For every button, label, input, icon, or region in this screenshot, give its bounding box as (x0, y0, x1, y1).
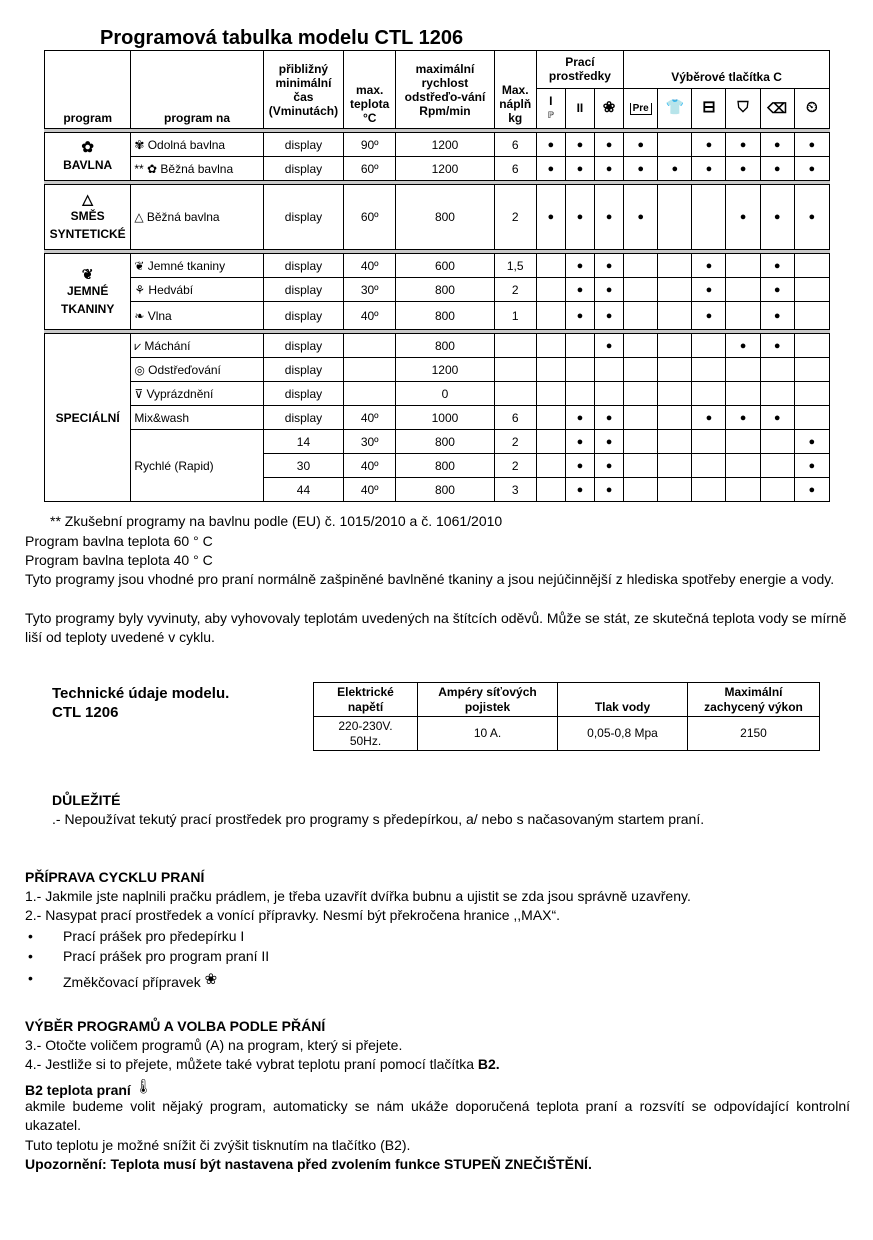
dot: ● (726, 157, 760, 181)
cotton-icon: ✿ (147, 161, 161, 176)
group-label: BAVLNA (63, 157, 113, 172)
footnote-temp-60: Program bavlna teplota 60 ° C (25, 533, 213, 549)
dot: ● (594, 406, 623, 430)
empty-cell (794, 358, 829, 382)
empty-cell (760, 382, 794, 406)
dot: ● (594, 133, 623, 157)
dot: ● (536, 157, 565, 181)
empty-cell (726, 278, 760, 302)
temperature-icon: 🌡 (134, 1078, 153, 1094)
dot: ● (794, 454, 829, 478)
empty-cell (536, 302, 565, 330)
header-text: kg (508, 111, 523, 125)
program-label: Odstřeďování (148, 362, 221, 377)
empty-cell (692, 358, 726, 382)
header-text: rychlost (421, 75, 469, 90)
tech-voltage (314, 717, 418, 751)
cell-temp: 90º (344, 133, 396, 157)
header-text: náplň (499, 97, 532, 111)
dot: ● (760, 185, 794, 250)
empty-cell (658, 254, 692, 278)
empty-cell (692, 334, 726, 358)
empty-cell (726, 430, 760, 454)
header-text: Maximální (724, 685, 783, 699)
empty-cell (692, 382, 726, 406)
tech-header-voltage (314, 683, 418, 717)
bullet: • (28, 970, 33, 986)
dot: ● (760, 157, 794, 181)
cell-text: 220-230V. (338, 718, 393, 733)
drain-icon: ⊽ (134, 386, 147, 401)
cell-spin: 800 (396, 478, 494, 502)
cell-load (494, 334, 536, 358)
program-label: Vyprázdnění (146, 386, 214, 401)
cell-load: 6 (494, 133, 536, 157)
header-text: teplota (350, 97, 390, 111)
cell-time: 44 (263, 478, 343, 502)
program-label: Mix&wash (134, 410, 189, 425)
cell-temp: 60º (344, 157, 396, 181)
empty-cell (658, 454, 692, 478)
cell-time: 30 (263, 454, 343, 478)
empty-cell (624, 334, 658, 358)
header-text: pojistek (464, 700, 511, 714)
empty-cell (794, 406, 829, 430)
empty-cell (794, 382, 829, 406)
header-text: Prací (565, 55, 595, 70)
header-det-I (536, 88, 565, 128)
empty-cell (658, 278, 692, 302)
selection-step-4 (25, 1055, 500, 1074)
dot: ● (726, 334, 760, 358)
group-special: SPECIÁLNÍ (45, 334, 131, 502)
empty-cell (536, 382, 565, 406)
cell-load: 1,5 (494, 254, 536, 278)
header-min-time (263, 51, 343, 129)
header-text: čas (293, 89, 314, 104)
empty-cell (726, 302, 760, 330)
empty-cell (726, 358, 760, 382)
empty-cell (658, 406, 692, 430)
empty-cell (536, 358, 565, 382)
delay-icon: ⏲ (794, 88, 829, 128)
extra-rinse-icon: ⌫ (760, 88, 794, 128)
header-text: (Vminutách) (268, 103, 339, 118)
header-text: I (549, 94, 553, 109)
header-text: max. (356, 83, 384, 97)
header-program-na: program na (131, 51, 263, 129)
empty-cell (760, 430, 794, 454)
cell-temp: 30º (344, 278, 396, 302)
empty-cell (624, 254, 658, 278)
empty-cell (726, 254, 760, 278)
cell-spin: 1000 (396, 406, 494, 430)
cell-text: 50Hz. (349, 733, 382, 748)
softener-icon: ❀ (204, 971, 218, 988)
tech-header-pressure: Tlak vody (558, 683, 688, 717)
empty-cell (794, 278, 829, 302)
dot: ● (565, 302, 594, 330)
program-label: Běžná bavlna (160, 161, 234, 176)
synthetic-icon: △ (82, 191, 94, 207)
header-load (494, 51, 536, 129)
synthetic-icon: △ (134, 210, 147, 224)
dot: ● (565, 478, 594, 502)
cell-load: 2 (494, 185, 536, 250)
dot: ● (565, 185, 594, 250)
bullet-label: Změkčovací přípravek (63, 974, 201, 990)
empty-cell (565, 358, 594, 382)
cell-time: display (263, 406, 343, 430)
empty-cell (536, 334, 565, 358)
empty-cell (658, 185, 692, 250)
empty-cell (624, 454, 658, 478)
header-det-II: II (565, 88, 594, 128)
dot: ● (794, 157, 829, 181)
selection-title: VÝBĚR PROGRAMŮ A VOLBA PODLE PŘÁNÍ (25, 1018, 326, 1034)
empty-cell (760, 478, 794, 502)
cotton-icon: ✿ (81, 138, 94, 156)
empty-cell (624, 406, 658, 430)
dot: ● (624, 185, 658, 250)
cell-spin: 600 (396, 254, 494, 278)
tech-power: 2150 (688, 717, 820, 751)
cell-spin: 800 (396, 430, 494, 454)
program-name (131, 382, 263, 406)
empty-cell (594, 358, 623, 382)
empty-cell (726, 454, 760, 478)
empty-cell (565, 334, 594, 358)
b2-text: akmile budeme volit nějaký program, automaticky se nám ukáže doporučená teplota praní a rozsvítí se odpovídající kontrolní ukazatel. (25, 1098, 850, 1133)
empty-cell (624, 302, 658, 330)
dot: ● (594, 454, 623, 478)
dot: ● (565, 430, 594, 454)
group-label: TKANINY (60, 301, 115, 316)
program-name (131, 358, 263, 382)
cell-temp: 60º (344, 185, 396, 250)
empty-cell (692, 430, 726, 454)
program-label: Máchání (144, 338, 191, 353)
silk-icon: ⚘ (134, 282, 149, 297)
dot: ● (565, 454, 594, 478)
empty-cell (658, 382, 692, 406)
header-text: zachycený výkon (704, 700, 803, 714)
header-text: napětí (347, 700, 384, 714)
cell-time: display (263, 382, 343, 406)
dot: ● (624, 157, 658, 181)
tech-title-line: Technické údaje modelu. (52, 685, 230, 702)
header-program: program (45, 51, 131, 129)
empty-cell (658, 430, 692, 454)
cell-temp: 30º (344, 430, 396, 454)
program-name (131, 302, 263, 330)
cell-time: display (263, 185, 343, 250)
cell-temp (344, 334, 396, 358)
dot: ● (594, 185, 623, 250)
program-name (131, 278, 263, 302)
program-table (44, 50, 830, 502)
dot: ● (692, 406, 726, 430)
cell-temp: 40º (344, 454, 396, 478)
program-label: Odolná bavlna (147, 137, 226, 152)
dot: ● (594, 430, 623, 454)
dot: ● (692, 302, 726, 330)
b2-text-2: Tuto teplotu je možné snížit či zvýšit tisknutím na tlačítko (B2). (25, 1137, 411, 1153)
delicates-icon: ❦ (81, 265, 94, 282)
dot: ● (594, 254, 623, 278)
cell-spin: 1200 (396, 358, 494, 382)
dot: ● (794, 133, 829, 157)
empty-cell (536, 430, 565, 454)
cell-time: display (263, 358, 343, 382)
header-max-temp (344, 51, 396, 129)
warning-text: Upozornění: Teplota musí být nastavena před zvolením funkce STUPEŇ ZNEČIŠTĚNÍ. (25, 1156, 592, 1172)
tech-title (52, 684, 229, 722)
dot: ● (565, 133, 594, 157)
empty-cell (624, 430, 658, 454)
program-name (131, 430, 263, 502)
dot: ● (760, 302, 794, 330)
tech-title-line: CTL 1206 (52, 704, 119, 721)
cell-load (494, 382, 536, 406)
tech-table (313, 682, 820, 751)
test-marker: ** (134, 161, 144, 176)
empty-cell (536, 254, 565, 278)
empty-cell (536, 478, 565, 502)
cell-spin: 0 (396, 382, 494, 406)
intensive-cotton-icon: ✾ (134, 137, 148, 152)
cell-spin: 800 (396, 454, 494, 478)
empty-cell (658, 302, 692, 330)
dot: ● (692, 254, 726, 278)
empty-cell (726, 382, 760, 406)
empty-cell (794, 254, 829, 278)
cell-time: display (263, 133, 343, 157)
tech-pressure: 0,05-0,8 Mpa (558, 717, 688, 751)
prep-bullet-2: Prací prášek pro program praní II (63, 948, 270, 964)
empty-cell (536, 278, 565, 302)
cell-time: display (263, 302, 343, 330)
empty-cell (760, 358, 794, 382)
prep-step-1: 1.- Jakmile jste naplnili pračku prádlem, je třeba uzavřít dvířka bubnu a ujistit se zda jsou správně uzavřeny. (25, 888, 691, 904)
dot: ● (794, 430, 829, 454)
b2-title-text: B2 teplota praní (25, 1082, 131, 1098)
dot: ● (594, 157, 623, 181)
program-name (131, 133, 263, 157)
dot: ● (726, 185, 760, 250)
header-text: Elektrické (337, 685, 394, 699)
dot: ● (794, 185, 829, 250)
group-label: SYNTETICKÉ (49, 227, 126, 241)
cell-spin: 800 (396, 185, 494, 250)
dot: ● (565, 157, 594, 181)
important-text: .- Nepoužívat tekutý prací prostředek pro programy s předepírkou, a/ nebo s načasovaným startem praní. (52, 811, 705, 827)
empty-cell (624, 358, 658, 382)
cell-temp: 40º (344, 302, 396, 330)
program-label: Rychlé (Rapid) (134, 458, 214, 473)
empty-cell (760, 454, 794, 478)
footnote-efficiency: Tyto programy jsou vhodné pro praní normálně zašpiněné bavlněné tkaniny a jsou nejúčinnější z hlediska spotřeby energie a vody. (25, 571, 835, 587)
empty-cell (726, 478, 760, 502)
cell-load: 2 (494, 454, 536, 478)
cell-temp (344, 358, 396, 382)
prep-bullet-3 (63, 970, 217, 990)
cell-temp: 40º (344, 406, 396, 430)
empty-cell (658, 358, 692, 382)
cell-spin: 800 (396, 278, 494, 302)
prewash-small-icon: ℙ (547, 110, 554, 121)
prep-bullet-1: Prací prášek pro předepírku I (63, 928, 245, 944)
cell-spin: 800 (396, 334, 494, 358)
tech-header-power (688, 683, 820, 717)
dot: ● (760, 133, 794, 157)
cell-load: 3 (494, 478, 536, 502)
prep-title: PŘÍPRAVA CYCKLU PRANÍ (25, 869, 205, 885)
softener-icon: ❀ (594, 88, 623, 128)
header-text: odstřeďo-vání (404, 89, 486, 104)
empty-cell (692, 478, 726, 502)
dot: ● (726, 406, 760, 430)
cell-load (494, 358, 536, 382)
group-synthetic (45, 185, 131, 250)
dot: ● (726, 133, 760, 157)
program-label: Jemné tkaniny (147, 258, 226, 273)
cell-temp: 40º (344, 254, 396, 278)
cell-spin: 1200 (396, 157, 494, 181)
cell-load: 6 (494, 406, 536, 430)
tech-header-fuse (418, 683, 558, 717)
dot: ● (624, 133, 658, 157)
easy-iron-icon: ⊟ (692, 88, 726, 128)
stain-icon: 👕 (658, 88, 692, 128)
cell-temp (344, 382, 396, 406)
dot: ● (692, 157, 726, 181)
group-delicates (45, 254, 131, 330)
cell-time: display (263, 334, 343, 358)
dot: ● (536, 133, 565, 157)
dot: ● (692, 278, 726, 302)
empty-cell (536, 454, 565, 478)
dot: ● (565, 406, 594, 430)
empty-cell (658, 133, 692, 157)
cell-time: display (263, 254, 343, 278)
empty-cell (794, 334, 829, 358)
program-name (131, 334, 263, 358)
wool-icon: ❧ (134, 308, 148, 323)
dot: ● (794, 478, 829, 502)
dot: ● (594, 302, 623, 330)
program-name (131, 185, 263, 250)
header-text: Ampéry síťových (438, 685, 537, 699)
cell-load: 6 (494, 157, 536, 181)
cell-time: display (263, 278, 343, 302)
cell-temp: 40º (344, 478, 396, 502)
dot: ● (760, 406, 794, 430)
bullet: • (28, 928, 33, 944)
header-text: °C (362, 111, 377, 125)
dot: ● (565, 278, 594, 302)
group-bavlna (45, 133, 131, 181)
dot: ● (658, 157, 692, 181)
prewash-icon: Pre (624, 88, 658, 128)
dot: ● (760, 334, 794, 358)
program-label: Vlna (147, 308, 172, 323)
group-label: JEMNÉ (66, 283, 109, 298)
document-title: Programová tabulka modelu CTL 1206 (100, 27, 464, 49)
footnote-test-programs: ** Zkušební programy na bavlnu podle (EU) č. 1015/2010 a č. 1061/2010 (50, 513, 503, 529)
cell-spin: 800 (396, 302, 494, 330)
header-buttons: Výběrové tlačítka C (624, 51, 830, 89)
footnote-temp-40: Program bavlna teplota 40 ° C (25, 552, 213, 568)
program-name (131, 157, 263, 181)
header-text: Max. (501, 83, 529, 97)
empty-cell (658, 478, 692, 502)
dot: ● (760, 254, 794, 278)
header-spin (396, 51, 494, 129)
prep-step-2: 2.- Nasypat prací prostředek a vonící přípravky. Nesmí být překročena hranice ,,MAX“. (25, 907, 561, 923)
empty-cell (794, 302, 829, 330)
dot: ● (760, 278, 794, 302)
group-label: SMĚS (70, 209, 105, 223)
program-label: Hedvábí (148, 282, 194, 297)
header-text: přibližný (278, 61, 329, 76)
program-name (131, 254, 263, 278)
dot: ● (536, 185, 565, 250)
cell-load: 2 (494, 278, 536, 302)
empty-cell (692, 185, 726, 250)
program-name (131, 406, 263, 430)
cell-time: 14 (263, 430, 343, 454)
footnote-temperature: Tyto programy byly vyvinuty, aby vyhovovaly teplotám uvedených na štítcích oděvů. Může se stát, ze skutečná teplota vody se mírně liší od teploty uvedené v cyklu. (25, 610, 847, 645)
selection-step-3: 3.- Otočte voličem programů (A) na program, který si přejete. (25, 1037, 403, 1053)
cell-load: 2 (494, 430, 536, 454)
step-text: 4.- Jestliže si to přejete, můžete také vybrat teplotu praní pomocí tlačítka (25, 1056, 474, 1072)
tech-fuse: 10 A. (418, 717, 558, 751)
dot: ● (692, 133, 726, 157)
rinse-icon: ⩗ (134, 338, 145, 353)
cell-load: 1 (494, 302, 536, 330)
empty-cell (658, 334, 692, 358)
spin-icon: ◎ (134, 362, 149, 377)
cell-spin: 1200 (396, 133, 494, 157)
cell-time: display (263, 157, 343, 181)
dot: ● (565, 254, 594, 278)
step-button-ref: B2. (477, 1056, 500, 1072)
empty-cell (624, 478, 658, 502)
dot: ● (594, 334, 623, 358)
program-label: Běžná bavlna (146, 210, 220, 224)
dot: ● (594, 278, 623, 302)
dot: ● (594, 478, 623, 502)
empty-cell (624, 278, 658, 302)
empty-cell (594, 382, 623, 406)
header-text: minimální (275, 75, 332, 90)
header-text: prostředky (548, 69, 611, 84)
delicates-icon: ❦ (134, 258, 148, 273)
empty-cell (565, 382, 594, 406)
bullet: • (28, 948, 33, 964)
empty-cell (624, 382, 658, 406)
empty-cell (536, 406, 565, 430)
soil-level-icon: ⛉ (726, 88, 760, 128)
header-detergent (536, 51, 623, 89)
empty-cell (692, 454, 726, 478)
important-title: DŮLEŽITÉ (52, 792, 121, 808)
header-text: Rpm/min (419, 103, 471, 118)
header-text: maximální (415, 61, 475, 76)
